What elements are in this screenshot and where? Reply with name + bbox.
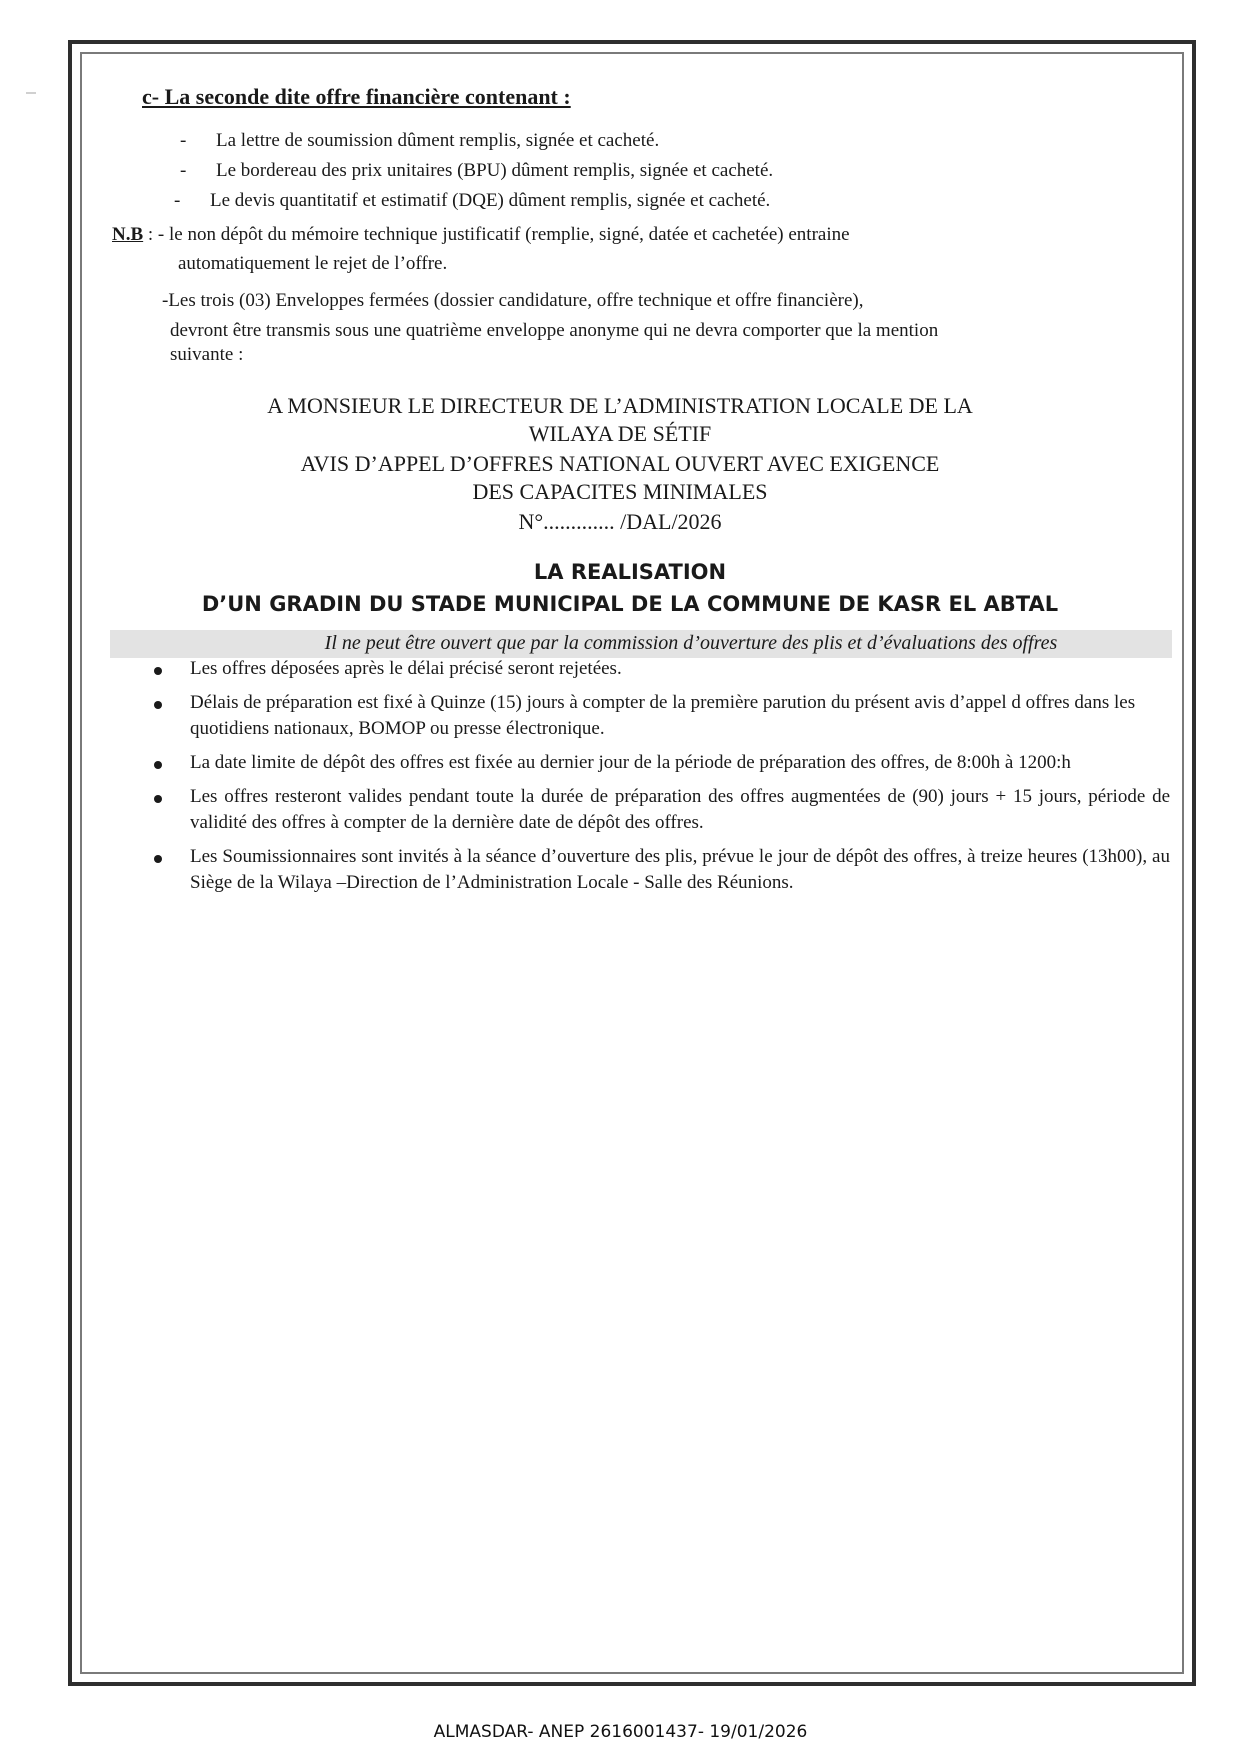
project-title <box>160 556 1100 620</box>
publication-footer: ALMASDAR- ANEP 2616001437- 19/01/2026 <box>433 1722 808 1742</box>
section-c-heading: c- La seconde dite offre financière contenant : <box>142 84 571 109</box>
bullet-icon <box>154 667 162 675</box>
list-item <box>150 690 1170 742</box>
dash-marker: - <box>174 190 181 211</box>
mention-reference-number: N°............. /DAL/2026 <box>518 509 722 534</box>
nb-text-line2: automatiquement le rejet de l’offre. <box>178 253 448 274</box>
project-title-line1: LA REALISATION <box>533 560 727 584</box>
envelopes-line2: devront être transmis sous une quatrième enveloppe anonyme qui ne devra comporter que la mention <box>170 320 939 341</box>
list-item <box>174 190 770 212</box>
envelopes-line1: -Les trois (03) Enveloppes fermées (dossier candidature, offre technique et offre financière), <box>162 290 864 311</box>
bullet-text: Les offres déposées après le délai précisé seront rejetées. <box>190 658 622 679</box>
opening-notice-band <box>110 630 1172 658</box>
bullet-icon <box>154 795 162 803</box>
list-item <box>180 160 773 182</box>
opening-notice-text: Il ne peut être ouvert que par la commission d’ouverture des plis et d’évaluations des offres <box>324 632 1058 654</box>
dash-marker: - <box>180 160 187 181</box>
item-text: Le bordereau des prix unitaires (BPU) dûment remplis, signée et cacheté. <box>216 160 774 181</box>
scan-mark <box>26 92 36 94</box>
bullet-icon <box>154 761 162 769</box>
bullet-icon <box>154 855 162 863</box>
nb-note <box>112 224 850 246</box>
list-item <box>150 844 1170 896</box>
dash-marker: - <box>180 130 187 151</box>
mention-line4: DES CAPACITES MINIMALES <box>472 479 768 504</box>
item-text: Le devis quantitatif et estimatif (DQE) dûment remplis, signée et cacheté. <box>210 190 771 211</box>
bullet-text: Délais de préparation est fixé à Quinze (15) jours à compter de la première parution du présent avis d’appel d offres dans les quotidiens nationaux, BOMOP ou presse électronique. <box>190 692 1136 739</box>
list-item <box>150 750 1170 776</box>
bullet-text: Les Soumissionnaires sont invités à la séance d’ouverture des plis, prévue le jour de dépôt des offres, à treize heures (13h00), au Siège de la Wilaya –Direction de l’Administration Locale - Salle des Réunions. <box>190 846 1170 893</box>
mention-line1: A MONSIEUR LE DIRECTEUR DE L’ADMINISTRATION LOCALE DE LA <box>267 393 973 418</box>
mention-line2: WILAYA DE SÉTIF <box>528 421 712 446</box>
envelopes-line3: suivante : <box>170 344 244 365</box>
nb-text: : - le non dépôt du mémoire technique justificatif (remplie, signé, datée et cachetée) entraine <box>143 224 850 245</box>
project-title-line2: D’UN GRADIN DU STADE MUNICIPAL DE LA COMMUNE DE KASR EL ABTAL <box>201 592 1059 616</box>
list-item <box>180 130 659 152</box>
item-text: La lettre de soumission dûment remplis, signée et cacheté. <box>216 130 660 151</box>
bullet-text: Les offres resteront valides pendant toute la durée de préparation des offres augmentées de (90) jours + 15 jours, période de validité des offres à compter de la dernière date de dépôt des offres. <box>190 786 1170 833</box>
list-item <box>150 784 1170 836</box>
nb-label: N.B <box>112 224 144 245</box>
bullet-icon <box>154 701 162 709</box>
list-item <box>150 656 1170 682</box>
conditions-list <box>150 656 1170 904</box>
bullet-text: La date limite de dépôt des offres est fixée au dernier jour de la période de préparation des offres, de 8:00h à 1200:h <box>190 752 1071 773</box>
mention-line3: AVIS D’APPEL D’OFFRES NATIONAL OUVERT AVEC EXIGENCE <box>300 451 940 476</box>
